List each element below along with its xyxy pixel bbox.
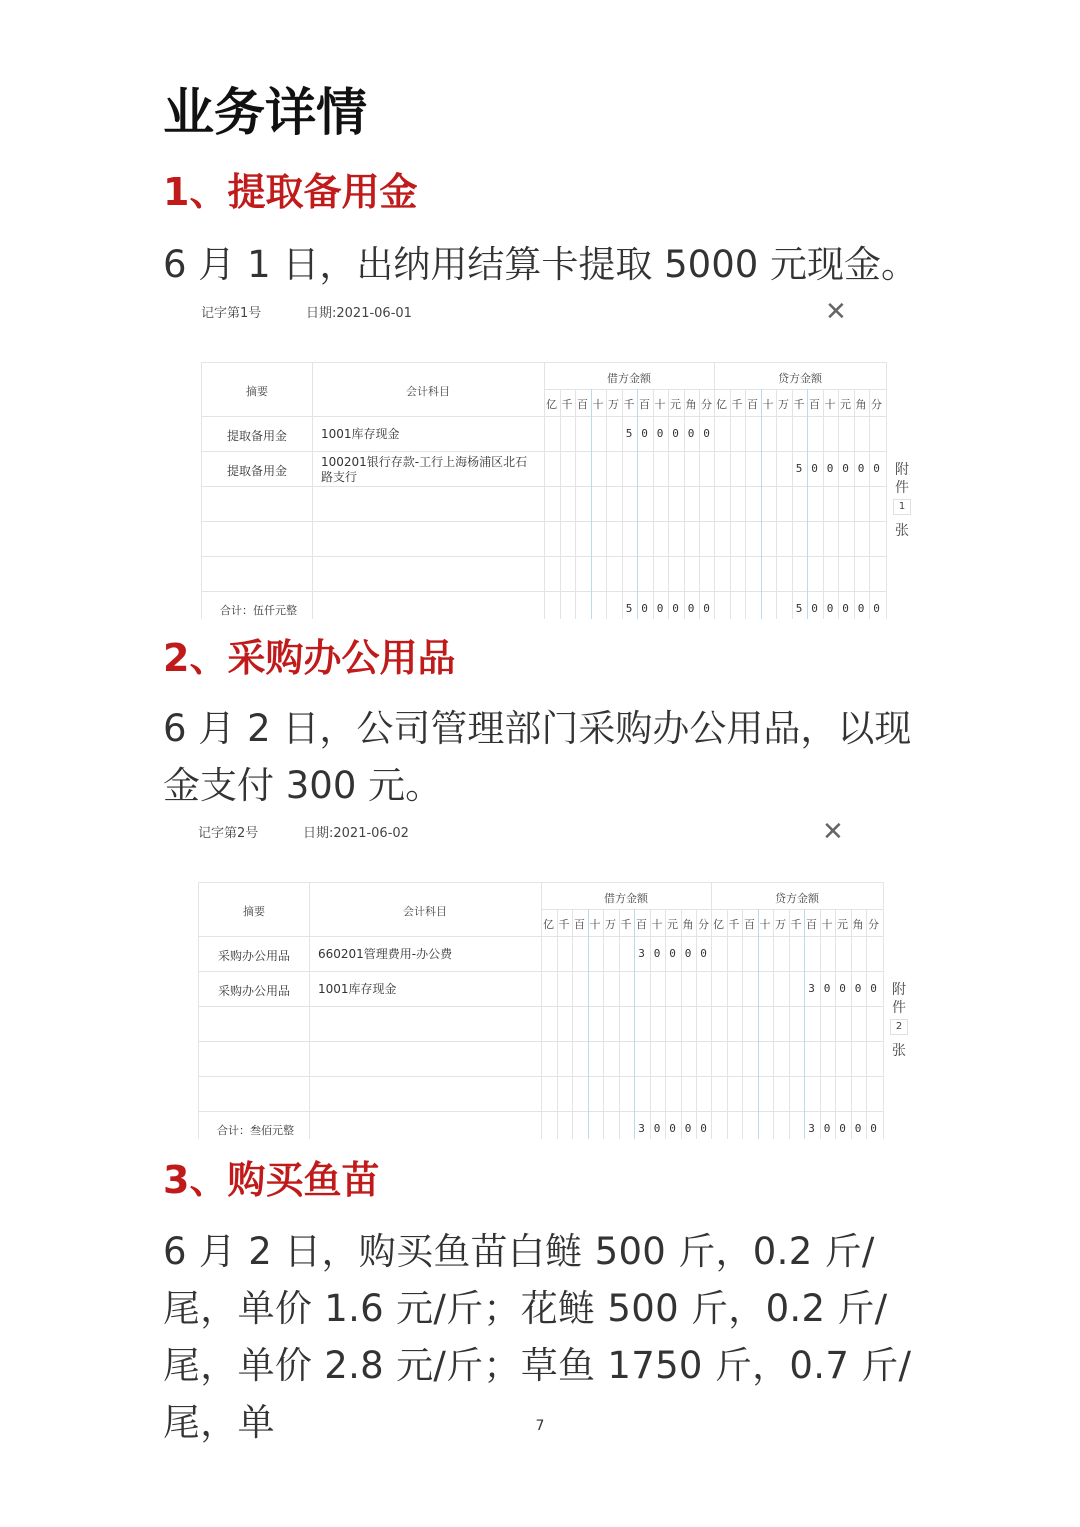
- amount-digit: 5: [625, 602, 633, 615]
- header-summary: 摘要: [243, 905, 265, 918]
- voucher-1: [163, 297, 909, 632]
- digit-col-line: [851, 909, 852, 1139]
- amount-digit: 3: [808, 1122, 815, 1135]
- unit-label: 千: [728, 918, 740, 931]
- voucher-table: [201, 362, 887, 619]
- amount-digit: 0: [656, 602, 664, 615]
- amount-digit: 5: [795, 462, 803, 475]
- attachment-label: 附: [895, 462, 909, 478]
- digit-col-line: [866, 909, 867, 1139]
- row-account: 1001库存现金: [321, 427, 400, 441]
- digit-col-line: [684, 389, 685, 619]
- unit-label: 角: [682, 918, 694, 931]
- digit-col-line: [619, 909, 620, 1139]
- total-label: 合计：伍仟元整: [220, 604, 297, 617]
- attachment-label: 张: [892, 1043, 906, 1059]
- amount-digit: 0: [826, 462, 834, 475]
- page-title: 业务详情: [163, 84, 368, 143]
- voucher-number: 记字第2号: [198, 826, 259, 841]
- col-divider: [309, 883, 310, 1139]
- amount-digit: 0: [839, 1122, 846, 1135]
- digit-col-line: [668, 389, 669, 619]
- amount-digit: 0: [656, 427, 664, 440]
- unit-label: 百: [744, 918, 755, 931]
- header-credit: 贷方金额: [778, 372, 822, 385]
- digit-col-line: [758, 909, 759, 1139]
- header-account: 会计科目: [403, 905, 447, 918]
- amount-digit: 0: [672, 602, 679, 615]
- header-divider: [541, 909, 883, 910]
- section-3-heading: 3、购买鱼苗: [163, 1158, 380, 1202]
- unit-label: 万: [778, 398, 789, 411]
- unit-label: 分: [698, 918, 709, 931]
- digit-col-line: [603, 909, 604, 1139]
- unit-label: 角: [852, 918, 864, 931]
- unit-label: 角: [855, 398, 867, 411]
- amount-digit: 5: [795, 602, 803, 615]
- amount-digit: 0: [653, 947, 661, 960]
- amount-digit: 5: [625, 427, 633, 440]
- amount-digit: 0: [857, 462, 865, 475]
- unit-label: 十: [759, 918, 771, 931]
- attachment-count-input[interactable]: 1: [893, 499, 911, 515]
- unit-label: 百: [747, 398, 758, 411]
- attachment-label: 件: [895, 480, 909, 496]
- unit-label: 元: [837, 918, 848, 931]
- amount-digit: 0: [811, 462, 818, 475]
- unit-label: 万: [775, 918, 786, 931]
- row-summary: 提取备用金: [226, 429, 287, 443]
- close-icon[interactable]: ✕: [822, 817, 844, 847]
- unit-label: 亿: [713, 918, 724, 931]
- unit-label: 亿: [543, 918, 554, 931]
- amount-digit: 0: [826, 602, 834, 615]
- row-summary: 采购办公用品: [217, 949, 290, 963]
- amount-digit: 0: [873, 602, 880, 615]
- unit-label: 千: [558, 918, 570, 931]
- unit-label: 角: [685, 398, 697, 411]
- digit-col-line: [681, 909, 682, 1139]
- digit-col-line: [838, 389, 839, 619]
- unit-label: 亿: [546, 398, 557, 411]
- header-account: 会计科目: [406, 385, 450, 398]
- digit-col-line: [773, 909, 774, 1139]
- amount-digit: 0: [684, 947, 692, 960]
- unit-label: 百: [577, 398, 588, 411]
- voucher-2: [160, 817, 906, 1152]
- digit-col-line: [575, 389, 576, 619]
- amount-digit: 0: [842, 602, 849, 615]
- unit-label: 十: [824, 398, 836, 411]
- unit-label: 十: [651, 918, 663, 931]
- amount-digit: 0: [700, 1122, 707, 1135]
- row-summary: 采购办公用品: [217, 984, 290, 998]
- amount-digit: 3: [638, 947, 645, 960]
- header-debit: 借方金额: [604, 892, 648, 905]
- digit-col-line: [696, 909, 697, 1139]
- col-divider: [312, 363, 313, 619]
- amount-digit: 0: [811, 602, 818, 615]
- digit-col-line: [730, 389, 731, 619]
- unit-label: 千: [620, 918, 632, 931]
- row-summary: 提取备用金: [226, 464, 287, 478]
- amount-digit: 0: [641, 427, 648, 440]
- amount-digit: 0: [823, 982, 831, 995]
- unit-label: 元: [670, 398, 681, 411]
- unit-label: 亿: [716, 398, 727, 411]
- digit-col-line: [650, 909, 651, 1139]
- digit-col-line: [745, 389, 746, 619]
- digit-col-line: [699, 389, 700, 619]
- voucher-date: 日期:2021-06-02: [303, 826, 409, 841]
- digit-col-line: [820, 909, 821, 1139]
- unit-label: 千: [623, 398, 635, 411]
- unit-label: 分: [701, 398, 712, 411]
- unit-label: 十: [762, 398, 774, 411]
- amount-digit: 0: [703, 427, 710, 440]
- amount-digit: 0: [653, 1122, 661, 1135]
- unit-label: 百: [806, 918, 817, 931]
- amount-digit: 0: [641, 602, 648, 615]
- digit-col-line: [742, 909, 743, 1139]
- page-number: 7: [535, 1418, 545, 1434]
- amount-digit: 0: [687, 427, 695, 440]
- digit-col-line: [804, 909, 805, 1139]
- digit-col-line: [591, 389, 592, 619]
- unit-label: 元: [667, 918, 678, 931]
- section-3-text: 6 月 2 日，购买鱼苗白鲢 500 斤，0.2 斤/尾，单价 1.6 元/斤；花鲢 500 斤，0.2 斤/尾，单价 2.8 元/斤；草鱼 1750 斤，0.7 斤/尾，单: [163, 1230, 912, 1444]
- amount-digit: 0: [823, 1122, 831, 1135]
- attachment-label: 件: [892, 1000, 906, 1016]
- header-summary: 摘要: [246, 385, 268, 398]
- row-account: 100201银行存款-工行上海杨浦区北石路支行: [321, 455, 528, 484]
- amount-digit: 0: [672, 427, 679, 440]
- digit-col-line: [588, 909, 589, 1139]
- digit-col-line: [823, 389, 824, 619]
- amount-digit: 0: [842, 462, 849, 475]
- unit-label: 千: [793, 398, 805, 411]
- unit-label: 十: [654, 398, 666, 411]
- voucher-date: 日期:2021-06-01: [306, 306, 412, 321]
- digit-col-line: [807, 389, 808, 619]
- digit-col-line: [761, 389, 762, 619]
- attachment-label: 张: [895, 523, 909, 539]
- unit-label: 十: [589, 918, 601, 931]
- total-label: 合计：叁佰元整: [217, 1124, 294, 1137]
- attachment-label: 附: [892, 982, 906, 998]
- section-1-heading: 1、提取备用金: [163, 170, 418, 214]
- section-2-text: 6 月 2 日，公司管理部门采购办公用品，以现金支付 300 元。: [163, 707, 912, 807]
- unit-label: 百: [636, 918, 647, 931]
- unit-label: 十: [592, 398, 604, 411]
- amount-digit: 0: [669, 1122, 676, 1135]
- amount-digit: 0: [873, 462, 880, 475]
- unit-label: 万: [605, 918, 616, 931]
- unit-label: 十: [821, 918, 833, 931]
- digit-col-line: [606, 389, 607, 619]
- amount-digit: 3: [638, 1122, 645, 1135]
- amount-digit: 0: [839, 982, 846, 995]
- digit-col-line: [634, 909, 635, 1139]
- unit-label: 百: [639, 398, 650, 411]
- header-debit: 借方金额: [607, 372, 651, 385]
- voucher-table: [198, 882, 884, 1139]
- row-account: 1001库存现金: [318, 982, 397, 996]
- voucher-number: 记字第1号: [201, 306, 262, 321]
- unit-label: 千: [731, 398, 743, 411]
- digit-col-line: [572, 909, 573, 1139]
- close-icon[interactable]: ✕: [825, 297, 847, 327]
- digit-col-line: [869, 389, 870, 619]
- header-credit: 贷方金额: [775, 892, 819, 905]
- amount-digit: 0: [684, 1122, 692, 1135]
- amount-digit: 3: [808, 982, 815, 995]
- amount-digit: 0: [854, 982, 862, 995]
- unit-label: 元: [840, 398, 851, 411]
- section-2-heading: 2、采购办公用品: [163, 636, 456, 680]
- digit-col-line: [727, 909, 728, 1139]
- digit-col-line: [835, 909, 836, 1139]
- section-1-text: 6 月 1 日，出纳用结算卡提取 5000 元现金。: [163, 243, 919, 286]
- digit-col-line: [560, 389, 561, 619]
- attachment-count-input[interactable]: 2: [890, 1019, 908, 1035]
- amount-digit: 0: [669, 947, 676, 960]
- unit-label: 百: [574, 918, 585, 931]
- unit-label: 万: [608, 398, 619, 411]
- header-divider: [544, 389, 886, 390]
- amount-digit: 0: [857, 602, 865, 615]
- digit-col-line: [776, 389, 777, 619]
- digit-col-line: [854, 389, 855, 619]
- amount-digit: 0: [870, 982, 877, 995]
- amount-digit: 0: [854, 1122, 862, 1135]
- digit-col-line: [665, 909, 666, 1139]
- digit-col-line: [622, 389, 623, 619]
- digit-col-line: [789, 909, 790, 1139]
- amount-digit: 0: [687, 602, 695, 615]
- unit-label: 分: [868, 918, 879, 931]
- unit-label: 分: [871, 398, 882, 411]
- amount-digit: 0: [700, 947, 707, 960]
- unit-label: 百: [809, 398, 820, 411]
- row-account: 660201管理费用-办公费: [318, 947, 453, 961]
- digit-col-line: [653, 389, 654, 619]
- unit-label: 千: [561, 398, 573, 411]
- unit-label: 千: [790, 918, 802, 931]
- digit-col-line: [792, 389, 793, 619]
- amount-digit: 0: [703, 602, 710, 615]
- amount-digit: 0: [870, 1122, 877, 1135]
- digit-col-line: [637, 389, 638, 619]
- digit-col-line: [557, 909, 558, 1139]
